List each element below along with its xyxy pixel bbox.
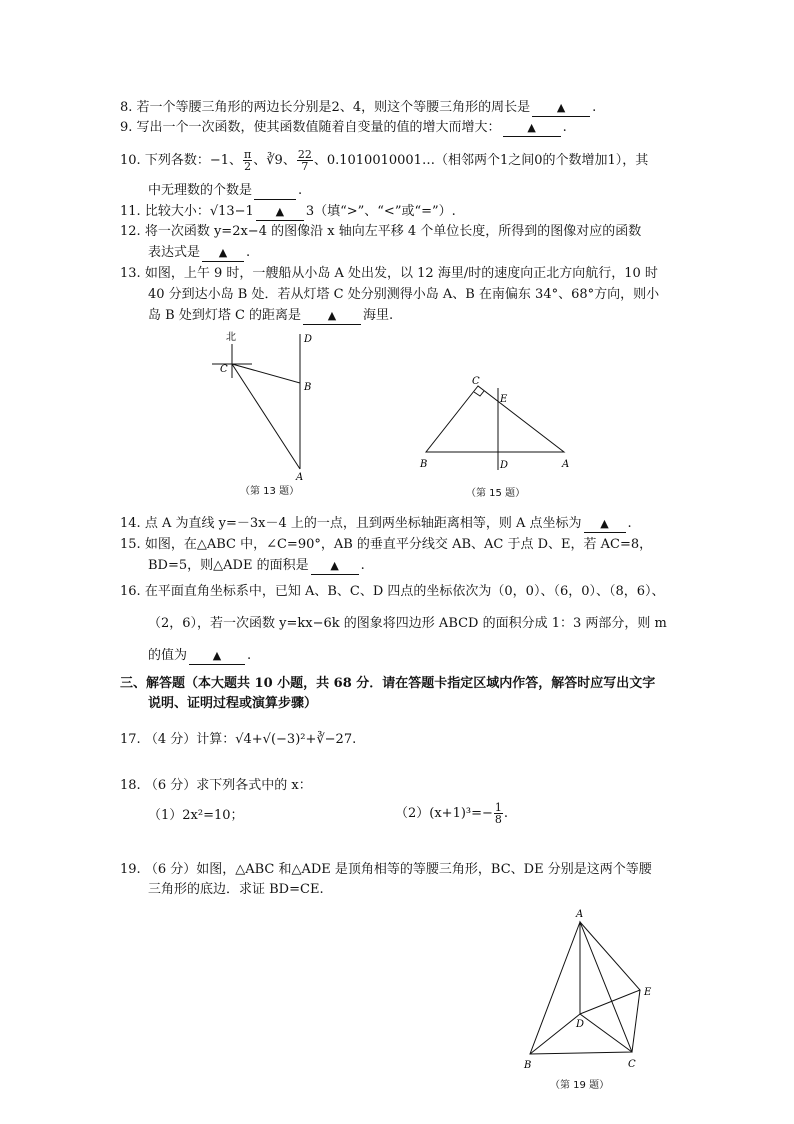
q8-answer-blank[interactable] <box>532 100 590 117</box>
q17-number: 17. <box>120 732 141 747</box>
segment-ce <box>632 990 640 1052</box>
question-16-line2 <box>148 614 667 634</box>
one-eighth-fraction <box>494 802 503 825</box>
question-15 <box>120 535 652 555</box>
label-c: C <box>628 1059 636 1070</box>
triangle-abc <box>530 922 632 1054</box>
q12-number: 12. <box>120 224 141 239</box>
fraction-numerator: π <box>244 148 252 161</box>
separator: 、 <box>282 153 296 168</box>
q16-line1: 在平面直角坐标系中，已知 A、B、C、D 四点的坐标依次为（0，0）、（6，0）、（8，6）、 <box>144 584 665 599</box>
q10-tail: 、0.1010010001…（相邻两个1之间0的个数增加1），其 <box>313 153 649 168</box>
q13-line2: 40 分到达小岛 B 处．若从灯塔 C 处分别测得小岛 A、B 在南偏东 34°、68°方向，则小 <box>148 287 660 302</box>
question-12 <box>120 222 641 242</box>
q9-end: . <box>562 120 567 135</box>
fraction-numerator: 1 <box>494 801 502 814</box>
q13-line3: 岛 B 处到灯塔 C 的距离是 <box>148 308 302 323</box>
q12-line2: 表达式是 <box>148 245 201 260</box>
q13-answer-blank[interactable] <box>303 308 361 325</box>
figure-15 <box>418 372 578 482</box>
label-a: A <box>576 909 584 920</box>
q14-end: . <box>627 516 632 531</box>
section-3-heading <box>120 674 655 694</box>
cube-root-9: ∛9 <box>266 153 283 168</box>
question-13-line3 <box>148 306 393 326</box>
q18-part2a: （2）(x+1)³=− <box>395 806 493 821</box>
q12-end: . <box>246 245 251 260</box>
label-c: C <box>472 376 480 387</box>
label-a: A <box>296 472 304 483</box>
q12-answer-blank[interactable] <box>202 245 244 262</box>
q9-blank-marker: ▲ <box>527 121 536 134</box>
q15-line2: BD=5，则△ADE 的面积是 <box>148 558 309 573</box>
q10-answer-blank[interactable] <box>254 183 296 200</box>
question-8 <box>120 98 596 118</box>
q14-number: 14. <box>120 516 141 531</box>
separator: 、 <box>253 153 267 168</box>
q18-part2b: . <box>503 806 509 821</box>
question-18-part-2 <box>395 800 508 828</box>
figure-13-caption: （第 13 题） <box>240 486 300 497</box>
right-angle-mark <box>474 391 484 396</box>
triangle-abc <box>426 386 564 452</box>
question-18 <box>120 776 312 796</box>
question-16-line3 <box>148 646 251 666</box>
question-16 <box>120 582 665 602</box>
q15-line1: 如图，在△ABC 中，∠C=90°，AB 的垂直平分线交 AB、AC 于点 D、E，若 AC=8， <box>144 537 653 552</box>
fraction-denominator: 2 <box>244 160 252 173</box>
q11-tail: 3（填“>”、“<”或“=”）. <box>305 204 456 219</box>
question-18-part-1 <box>148 806 244 826</box>
question-10-line2 <box>148 181 302 201</box>
label-b: B <box>524 1060 532 1071</box>
q14-blank-marker: ▲ <box>600 517 609 530</box>
question-9 <box>120 118 567 138</box>
section-3-line2: 说明、证明过程或演算步骤） <box>148 696 318 711</box>
q16-blank-marker: ▲ <box>212 649 222 662</box>
q12-line1: 将一次函数 y=2x−4 的图像沿 x 轴向左平移 4 个单位长度，所得到的图像对应的函数 <box>144 224 642 239</box>
label-c: C <box>220 364 228 375</box>
question-15-line2 <box>148 556 365 576</box>
figure-13 <box>200 326 330 486</box>
q10-number: 10. <box>120 153 141 168</box>
q15-blank-marker: ▲ <box>330 559 339 572</box>
label-e: E <box>500 394 508 405</box>
q9-answer-blank[interactable] <box>503 120 561 137</box>
fraction-numerator: 22 <box>297 148 312 161</box>
q15-end: . <box>360 558 365 573</box>
q14-text: 点 A 为直线 y=－3x－4 上的一点，且到两坐标轴距离相等，则 A 点坐标为 <box>144 516 582 531</box>
question-13 <box>120 264 658 284</box>
section-3-line1: 三、解答题（本大题共 10 小题，共 68 分．请在答题卡指定区域内作答，解答时应写出文字 <box>120 676 656 691</box>
q16-answer-blank[interactable] <box>189 648 245 665</box>
q8-number: 8. <box>120 100 133 115</box>
pi-over-2-fraction <box>243 149 252 172</box>
question-13-line2 <box>148 285 659 305</box>
figure-15-caption: （第 15 题） <box>466 488 526 499</box>
figure-19 <box>518 906 658 1074</box>
q10-end: . <box>298 183 303 198</box>
q16-end: . <box>247 648 252 663</box>
q19-number: 19. <box>120 862 141 877</box>
q9-number: 9. <box>120 120 133 135</box>
q15-answer-blank[interactable] <box>311 558 359 575</box>
q11-number: 11. <box>120 204 141 219</box>
q12-blank-marker: ▲ <box>218 246 228 259</box>
q18-text: （6 分）求下列各式中的 x： <box>144 778 312 793</box>
label-north: 北 <box>226 332 236 343</box>
figure-19-caption: （第 19 题） <box>550 1080 610 1091</box>
fraction-denominator: 8 <box>494 813 502 826</box>
question-12-line2 <box>148 243 250 263</box>
label-b: B <box>304 382 312 393</box>
fraction-denominator: 7 <box>301 160 309 173</box>
q18-part1: （1）2x²=10； <box>148 808 244 823</box>
q10-line2: 中无理数的个数是 <box>148 183 253 198</box>
section-3-heading-line2 <box>148 694 317 714</box>
q11-answer-blank[interactable] <box>256 204 304 221</box>
label-d: D <box>576 1019 585 1030</box>
q8-blank-marker: ▲ <box>556 101 566 114</box>
label-d: D <box>304 334 313 345</box>
question-19 <box>120 860 652 880</box>
triangle-ade <box>580 922 640 1014</box>
q8-end: . <box>592 100 597 115</box>
question-14 <box>120 514 632 534</box>
q11-text: 比较大小：√13−1 <box>144 204 254 219</box>
q14-answer-blank[interactable] <box>584 516 626 533</box>
question-19-line2 <box>148 880 324 900</box>
q16-line2: （2，6），若一次函数 y=kx−6k 的图象将四边形 ABCD 的面积分成 1：3 两部分，则 m <box>148 616 667 631</box>
label-a: A <box>562 459 570 470</box>
q13-blank-marker: ▲ <box>327 309 337 322</box>
question-10 <box>120 148 648 174</box>
label-d: D <box>500 460 509 471</box>
q11-blank-marker: ▲ <box>275 205 285 218</box>
q13-number: 13. <box>120 266 141 281</box>
q19-line2: 三角形的底边．求证 BD=CE. <box>148 882 324 897</box>
q10-prefix: 下列各数：−1、 <box>144 153 242 168</box>
q13-line1: 如图，上午 9 时，一艘船从小岛 A 处出发，以 12 海里/时的速度向正北方向航行，10 时 <box>144 266 658 281</box>
question-17 <box>120 730 356 750</box>
q16-number: 16. <box>120 584 141 599</box>
q17-text: （4 分）计算：√4+√(−3)²+∛−27. <box>144 732 357 747</box>
q16-line3: 的值为 <box>148 648 188 663</box>
question-11 <box>120 202 456 222</box>
q19-line1: （6 分）如图，△ABC 和△ADE 是顶角相等的等腰三角形，BC、DE 分别是这两个等腰 <box>144 862 652 877</box>
q13-tail: 海里. <box>363 308 394 323</box>
q15-number: 15. <box>120 537 141 552</box>
q18-number: 18. <box>120 778 141 793</box>
q9-text: 写出一个一次函数，使其函数值随着自变量的值的增大而增大： <box>136 120 501 135</box>
label-b: B <box>420 459 428 470</box>
22-over-7-fraction <box>297 149 313 172</box>
q8-text: 若一个等腰三角形的两边长分别是2、4，则这个等腰三角形的周长是 <box>136 100 531 115</box>
label-e: E <box>644 987 652 998</box>
